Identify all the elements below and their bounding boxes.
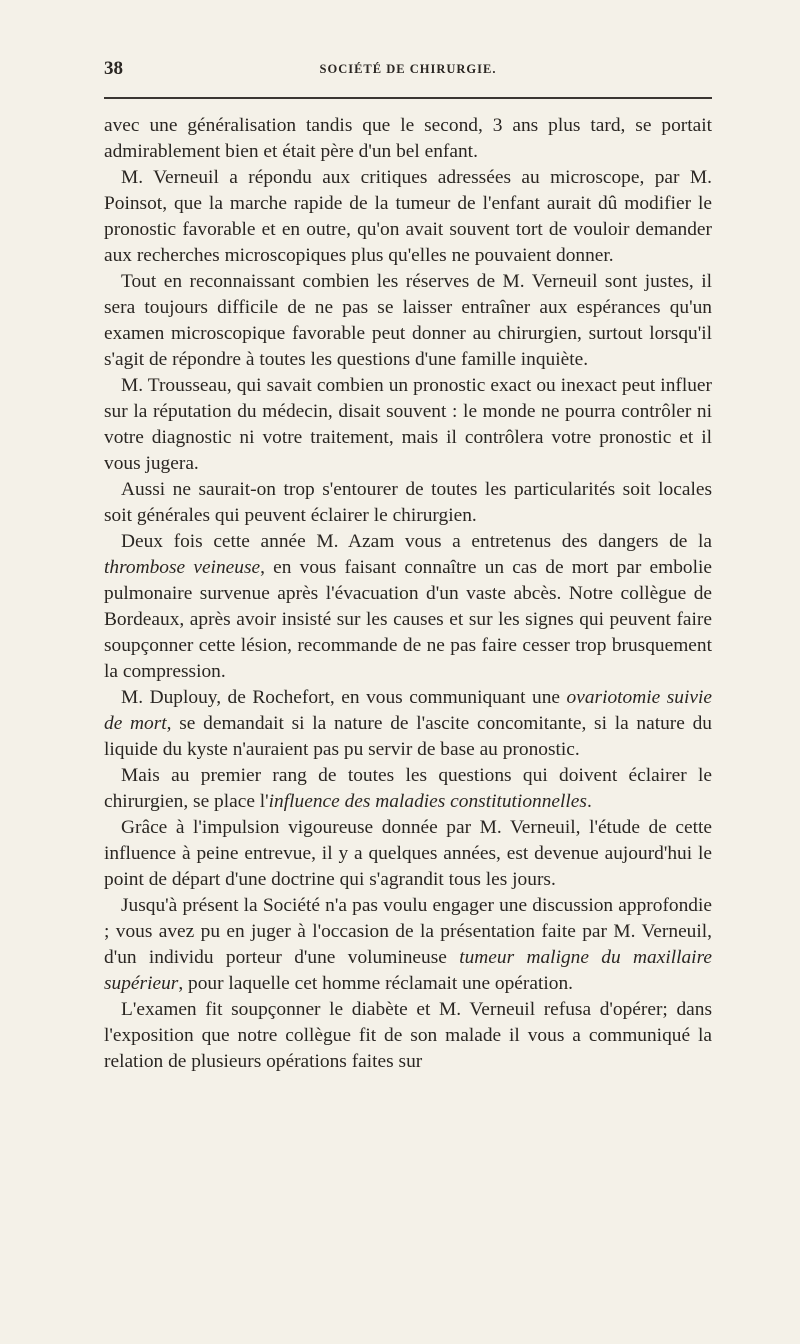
body-text	[104, 113, 712, 1075]
page-number: 38	[104, 58, 123, 79]
paragraph-text: Mais au premier rang de toutes les questions qui doivent éclairer le chirurgien, se place l'	[104, 765, 712, 812]
header-rule	[104, 97, 712, 99]
paragraph-text: Deux fois cette année M. Azam vous a entretenus des dangers de la	[121, 531, 712, 552]
paragraph	[104, 685, 712, 763]
italic-phrase: influence des maladies constitutionnelles	[268, 791, 587, 812]
italic-phrase: thrombose veineuse	[104, 557, 261, 578]
paragraph: M. Verneuil a répondu aux critiques adressées au microscope, par M. Poinsot, que la marche rapide de la tumeur de l'enfant aurait dû modifier le pronostic favorable et en outre, qu'on avait souvent tort de vouloir demander aux recherches microscopiques plus qu'elles ne pouvaient donner.	[104, 167, 712, 266]
paragraph	[104, 893, 712, 997]
paragraph: Tout en reconnaissant combien les réserves de M. Verneuil sont justes, il sera toujours difficile de ne pas se laisser entraîner aux espérances qu'un examen microscopique favorable peut donner au chirurgien, surtout lorsqu'il s'agit de répondre à toutes les questions d'une famille inquiète.	[104, 271, 712, 370]
paragraph: avec une généralisation tandis que le second, 3 ans plus tard, se portait admirablement bien et était père d'un bel enfant.	[104, 115, 712, 162]
running-title: SOCIÉTÉ DE CHIRURGIE.	[319, 62, 497, 76]
italic-phrase: tumeur maligne du maxillaire supérieur	[104, 947, 712, 994]
paragraph: L'examen fit soupçonner le diabète et M. Verneuil refusa d'opérer; dans l'exposition que notre collègue fit de son malade il vous a communiqué la relation de plusieurs opérations faites sur	[104, 999, 712, 1072]
paragraph: M. Trousseau, qui savait combien un pronostic exact ou inexact peut influer sur la réputation du médecin, disait souvent : le monde ne pourra contrôler ni votre diagnostic ni votre traitement, mais il contrôlera votre pronostic et il vous jugera.	[104, 375, 712, 474]
italic-phrase: ovariotomie suivie de mort	[104, 687, 712, 734]
paragraph-text: , en vous faisant connaître un cas de mort par embolie pulmonaire survenue après l'évacuation d'un vaste abcès. Notre collègue de Bordeaux, après avoir insisté sur les causes et sur les signes qui peuvent faire soupçonner cette lésion, recommande de ne pas faire cesser trop brusquement la compression.	[104, 557, 712, 682]
paragraph	[104, 763, 712, 815]
paragraph-text: Jusqu'à présent la Société n'a pas voulu engager une discussion approfondie ; vous avez pu en juger à l'occasion de la présentation faite par M. Verneuil, d'un individu porteur d'une volumineuse	[104, 895, 712, 968]
paragraph-text: , se demandait si la nature de l'ascite concomitante, si la nature du liquide du kyste n'auraient pas pu servir de base au pronostic.	[104, 713, 712, 760]
paragraph: Grâce à l'impulsion vigoureuse donnée par M. Verneuil, l'étude de cette influence à peine entrevue, il y a quelques années, est devenue aujourd'hui le point de départ d'une doctrine qui s'agrandit tous les jours.	[104, 817, 712, 890]
paragraph: Aussi ne saurait-on trop s'entourer de toutes les particularités soit locales soit générales qui peuvent éclairer le chirurgien.	[104, 479, 712, 526]
paragraph	[104, 529, 712, 685]
paragraph-text: .	[586, 791, 592, 812]
paragraph-text: , pour laquelle cet homme réclamait une opération.	[178, 973, 573, 994]
page-header	[104, 58, 712, 84]
paragraph-text: M. Duplouy, de Rochefort, en vous communiquant une	[121, 687, 567, 708]
